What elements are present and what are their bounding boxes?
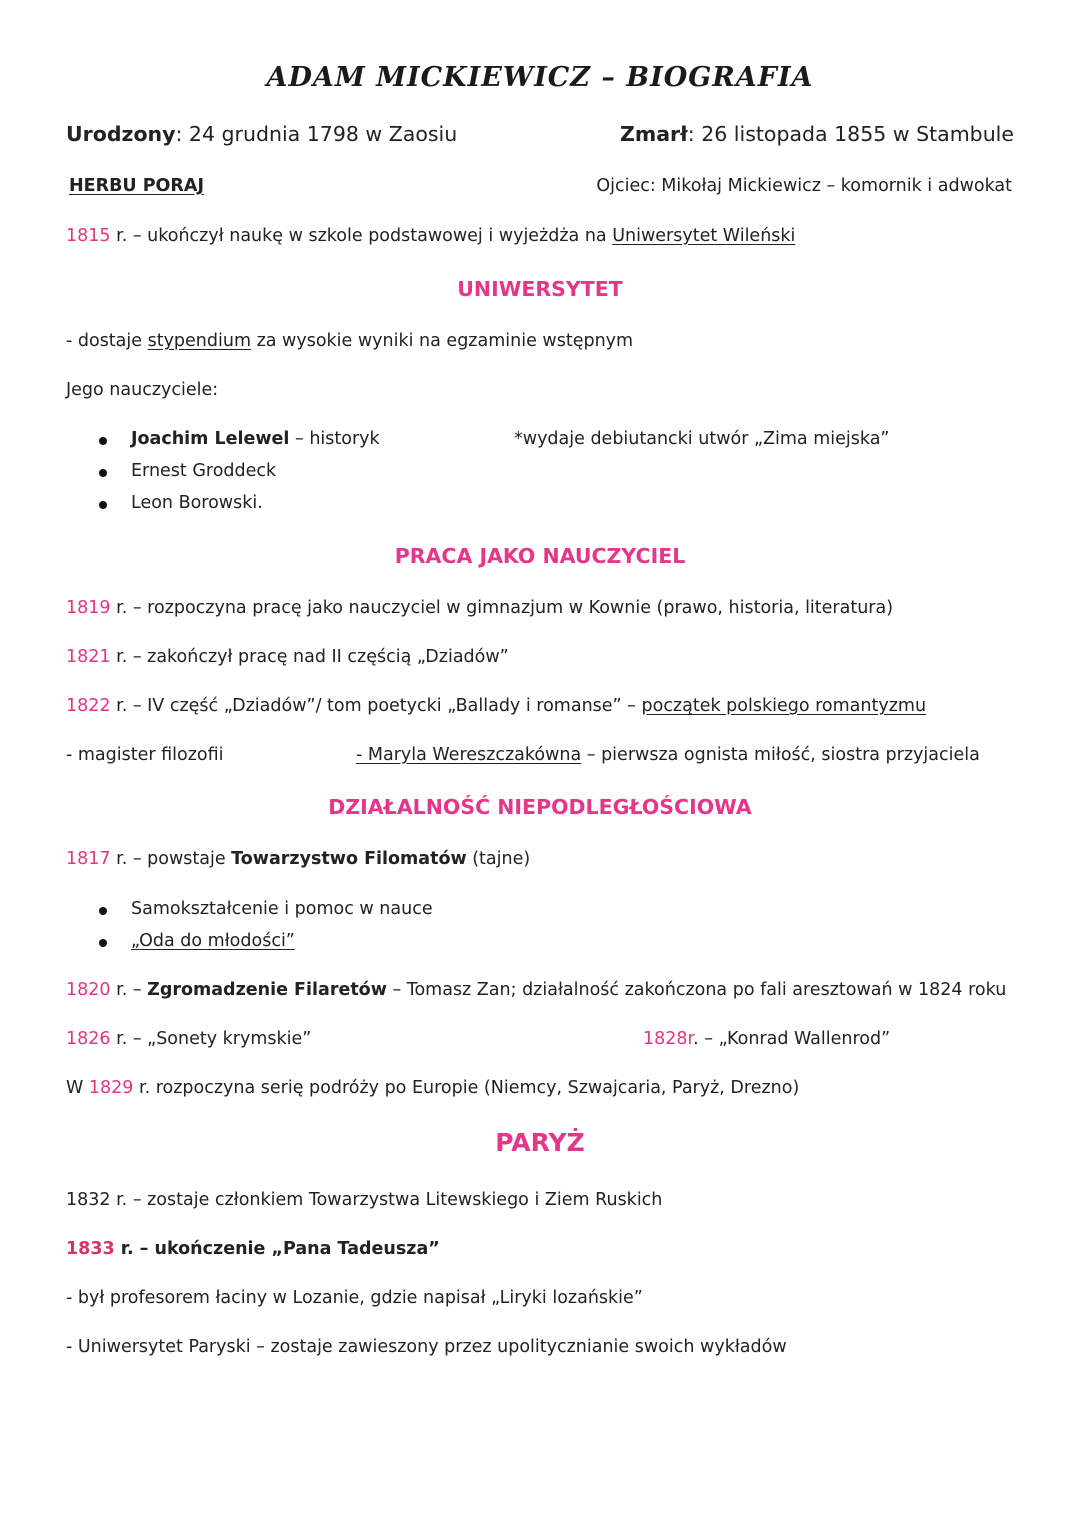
wilno-university-link: Uniwersytet Wileński [612, 226, 796, 246]
born-value: : 24 grudnia 1798 w Zaosiu [175, 122, 458, 146]
text-1822: r. – IV część „Dziadów”/ tom poetycki „Ballady i romanse” – [110, 696, 642, 716]
stipend-word: stypendium [147, 331, 252, 351]
year-1819: 1819 [66, 598, 111, 618]
heading-university: UNIWERSYTET [457, 277, 623, 301]
year-1828: 1828r [643, 1029, 694, 1049]
stipend-prefix: - dostaje [66, 331, 148, 351]
teacher-groddeck: Ernest Groddeck [131, 461, 277, 481]
heading-independence: DZIAŁALNOŚĆ NIEPODLEGŁOŚCIOWA [328, 795, 752, 819]
line-1822 [66, 696, 926, 716]
text-1819: r. – rozpoczyna pracę jako nauczyciel w gimnazjum w Kownie (prawo, historia, literatura) [110, 598, 894, 618]
text-1817-a: r. – powstaje [110, 849, 232, 869]
romanticism-link: początek polskiego romantyzmu [641, 696, 927, 716]
herb-label: HERBU PORAJ [69, 176, 204, 196]
born-line [66, 122, 457, 146]
maryla-text: – pierwsza ognista miłość, siostra przyjaciela [581, 745, 980, 765]
heading-paris: PARYŻ [495, 1128, 585, 1157]
filomaci-bullet-2: „Oda do młodości” [131, 931, 295, 951]
year-1829: 1829 [88, 1078, 134, 1098]
year-1826: 1826 [66, 1029, 111, 1049]
year-1822: 1822 [66, 696, 111, 716]
stipend-line [66, 331, 633, 351]
teacher-lelewel-role: – historyk [289, 429, 380, 449]
father-line: Ojciec: Mikołaj Mickiewicz – komornik i adwokat [596, 176, 1012, 196]
line-1826 [66, 1029, 311, 1049]
filomaci: Towarzystwo Filomatów [231, 849, 467, 869]
filomaci-bullet-1: Samokształcenie i pomoc w nauce [131, 899, 433, 919]
text-1820-c: – Tomasz Zan; działalność zakończona po fali aresztowań w 1824 roku [386, 980, 1007, 1000]
died-value: : 26 listopada 1855 w Stambule [687, 122, 1014, 146]
line-1828 [643, 1029, 890, 1049]
maryla-link: - Maryla Wereszczakówna [356, 745, 582, 765]
page-title: ADAM MICKIEWICZ – BIOGRAFIA [266, 62, 814, 93]
heading-teaching: PRACA JAKO NAUCZYCIEL [394, 544, 686, 568]
year-1821: 1821 [66, 647, 111, 667]
line-1832: 1832 r. – zostaje członkiem Towarzystwa Litewskiego i Ziem Ruskich [66, 1190, 663, 1210]
line-1829 [66, 1078, 799, 1098]
died-label: Zmarł [620, 122, 688, 146]
intro-text: r. – ukończył naukę w szkole podstawowej i wyjeżdża na [110, 226, 613, 246]
line-1833 [66, 1239, 440, 1259]
text-1826: r. – „Sonety krymskie” [110, 1029, 312, 1049]
line-1821 [66, 647, 509, 667]
year-1820: 1820 [66, 980, 111, 1000]
died-line [620, 122, 1014, 146]
text-1820-a: r. – [110, 980, 148, 1000]
year-1833: 1833 [66, 1239, 115, 1259]
text-1828: . – „Konrad Wallenrod” [693, 1029, 891, 1049]
teacher-lelewel: Joachim Lelewel [131, 429, 290, 449]
born-label: Urodzony [66, 122, 176, 146]
paris-university-line: - Uniwersytet Paryski – zostaje zawieszony przez upolitycznianie swoich wykładów [66, 1337, 787, 1357]
debut-note: *wydaje debiutancki utwór „Zima miejska” [514, 429, 890, 449]
filareci: Zgromadzenie Filaretów [147, 980, 387, 1000]
teacher-item [131, 429, 380, 449]
stipend-suffix: za wysokie wyniki na egzaminie wstępnym [251, 331, 634, 351]
teacher-borowski: Leon Borowski. [131, 493, 263, 513]
text-1817-c: (tajne) [466, 849, 531, 869]
text-1821: r. – zakończył pracę nad II częścią „Dziadów” [110, 647, 509, 667]
year-1815: 1815 [66, 226, 111, 246]
maryla-line [356, 745, 980, 765]
teachers-label: Jego nauczyciele: [66, 380, 219, 400]
text-1833: r. – ukończenie „Pana Tadeusza” [114, 1239, 440, 1259]
lozanna-line: - był profesorem łaciny w Lozanie, gdzie napisał „Liryki lozańskie” [66, 1288, 643, 1308]
text-1829-a: W [66, 1078, 89, 1098]
line-1817 [66, 849, 530, 869]
text-1829-b: r. rozpoczyna serię podróży po Europie (Niemcy, Szwajcaria, Paryż, Drezno) [133, 1078, 800, 1098]
line-1819 [66, 598, 893, 618]
line-1820 [66, 980, 1006, 1000]
magister-line: - magister filozofii [66, 745, 224, 765]
intro-line [66, 226, 795, 246]
year-1817: 1817 [66, 849, 111, 869]
